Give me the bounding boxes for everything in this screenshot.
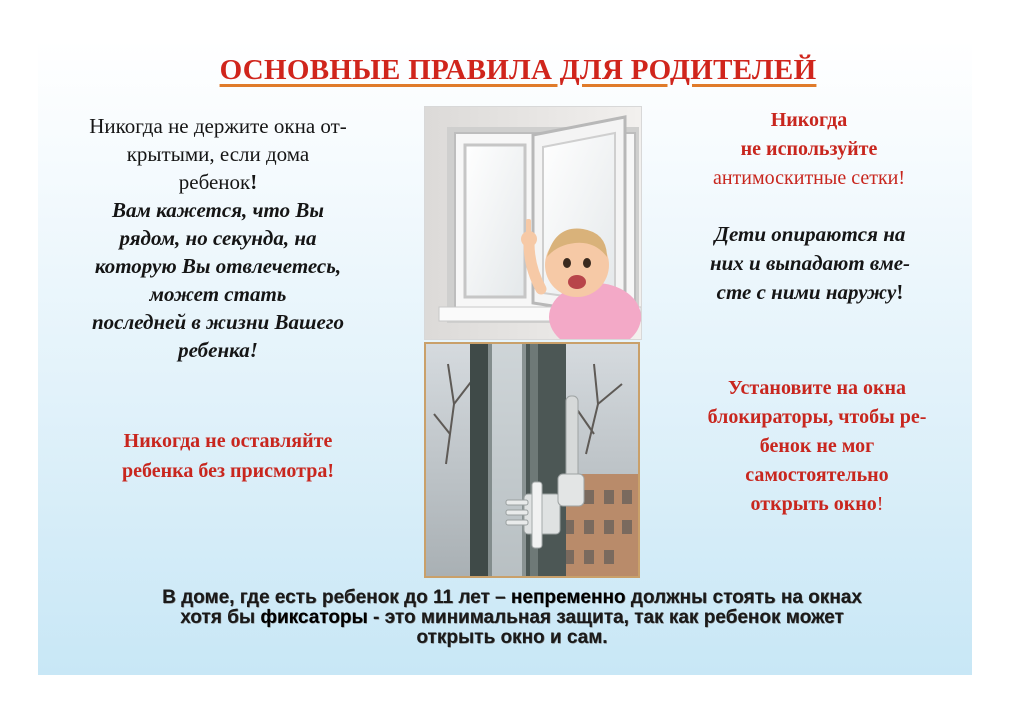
child-at-window-illustration [425, 107, 641, 339]
left-italic-2: рядом, но секунда, на [119, 226, 317, 250]
right-locks-line-4: самостоятельно [745, 464, 889, 486]
right-lean-line-2: них и выпадают вме- [709, 251, 911, 275]
right-locks-line-5 [686, 490, 948, 519]
bottom-line-2-emphasis: фиксаторы [260, 607, 368, 628]
poster-title: ОСНОВНЫЕ ПРАВИЛА ДЛЯ РОДИТЕЛЕЙ [219, 54, 817, 86]
bottom-line-1 [82, 588, 942, 608]
bottom-note [82, 588, 942, 648]
poster [38, 40, 972, 675]
left-line-3-text: ребенок [178, 170, 251, 194]
child-at-window-photo [424, 106, 642, 340]
right-lean-line-1: Дети опираются на [714, 222, 906, 246]
bottom-line-3: открыть окно и сам. [416, 627, 608, 648]
left-line-1: Никогда не держите окна от- [89, 114, 347, 138]
right-locks-line-1: Установите на окна [727, 377, 907, 399]
right-locks-line-5-mark: ! [876, 493, 884, 515]
left-rule-text [48, 112, 388, 364]
right-rule-nets [676, 106, 942, 193]
right-rule-lean [670, 220, 950, 307]
bottom-line-1-c: должны стоять на окнах [625, 587, 862, 608]
left-warning [78, 426, 378, 486]
right-locks-line-5-text: открыть окно [750, 493, 877, 515]
left-italic-5: последней в жизни Вашего [91, 310, 345, 334]
window-lock-photo [424, 342, 640, 578]
left-warning-line-2: ребенка без присмотра! [121, 460, 334, 482]
right-lean-line-3 [670, 278, 950, 307]
bottom-line-2 [82, 608, 942, 628]
right-nets-line-3-text: антимоскитные сетки [712, 167, 899, 189]
bottom-line-2-a: хотя бы [180, 607, 261, 628]
left-line-2: крытыми, если дома [126, 142, 310, 166]
window-lock-illustration [426, 344, 638, 576]
bottom-line-1-emphasis: непременно [510, 587, 626, 608]
left-italic-4: может стать [149, 282, 287, 306]
right-nets-line-2: не используйте [740, 138, 878, 160]
bottom-line-2-c: - это минимальная защита, так как ребенок может [367, 607, 844, 628]
right-nets-line-1: Никогда [770, 109, 848, 131]
left-italic-1: Вам кажется, что Вы [112, 198, 324, 222]
right-locks-line-2: блокираторы, чтобы ре- [707, 406, 927, 428]
left-line-3-mark: ! [250, 170, 258, 194]
right-nets-line-3-mark: ! [898, 167, 906, 189]
left-italic-6: ребенка! [178, 338, 258, 362]
left-warning-line-1: Никогда не оставляйте [123, 430, 333, 452]
right-lean-line-3-mark: ! [896, 280, 904, 304]
bottom-line-1-a: В доме, где есть ребенок до 11 лет – [162, 587, 511, 608]
left-italic-3: которую Вы отвлечетесь, [94, 254, 342, 278]
right-rule-locks [686, 374, 948, 519]
right-lean-line-3-text: сте с ними наружу [716, 280, 897, 304]
right-nets-line-3 [676, 164, 942, 193]
right-locks-line-3: бенок не мог [759, 435, 875, 457]
left-line-3 [48, 168, 388, 196]
